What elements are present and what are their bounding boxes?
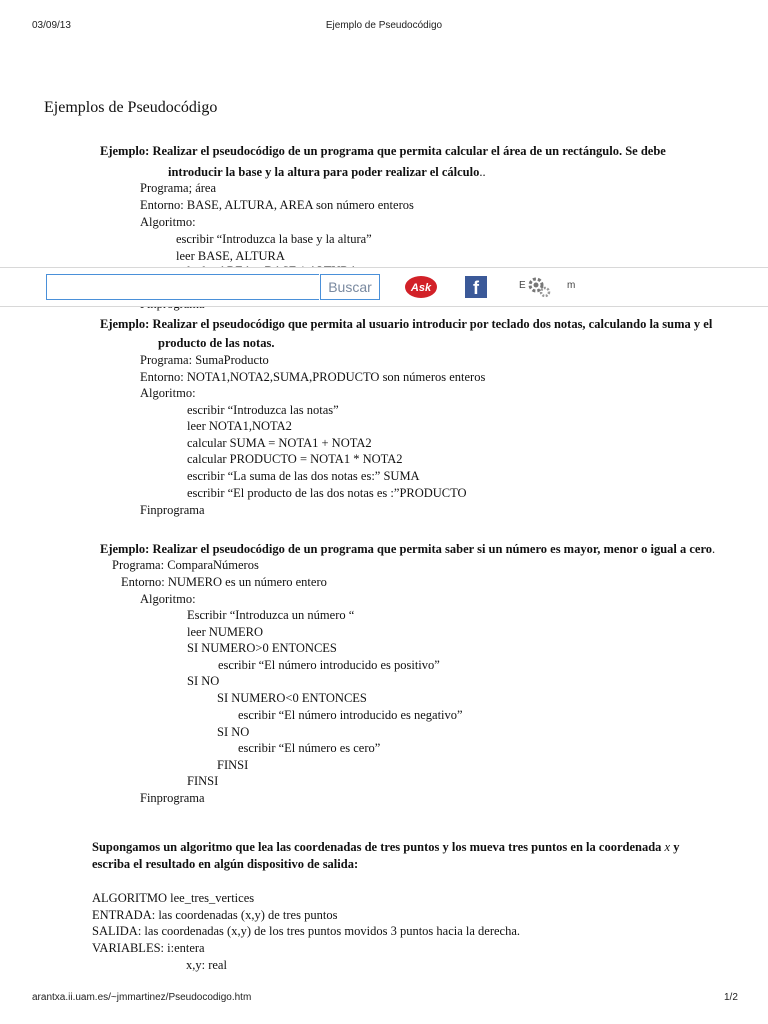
example-prefix: Ejemplo: bbox=[100, 317, 150, 331]
question-end: y bbox=[673, 840, 680, 854]
code-line: SI NO bbox=[187, 674, 220, 688]
code-line: SI NO bbox=[217, 725, 250, 739]
question-text: producto de las notas. bbox=[158, 336, 275, 350]
example-prefix: Ejemplo: bbox=[100, 144, 150, 158]
variables-spec: VARIABLES: i:entera bbox=[92, 941, 205, 955]
question-text: Realizar el pseudocódigo que permita al usuario introducir por teclado dos notas, calculando la suma y el bbox=[152, 317, 713, 331]
question-end: . bbox=[712, 542, 716, 556]
search-toolbar bbox=[0, 267, 768, 307]
program-name: Programa: ComparaNúmeros bbox=[112, 558, 259, 572]
search-button[interactable]: Buscar bbox=[320, 274, 380, 300]
code-line: leer NUMERO bbox=[187, 625, 264, 639]
question-text: Realizar el pseudocódigo de un programa que permita calcular el área de un rectángulo. Se debe bbox=[152, 144, 666, 158]
code-line: SI NUMERO<0 ENTONCES bbox=[217, 691, 367, 705]
example-3-question bbox=[100, 541, 715, 557]
environment: Entorno: NUMERO es un número entero bbox=[121, 575, 327, 589]
example-2-question bbox=[100, 316, 712, 332]
code-line: leer BASE, ALTURA bbox=[176, 249, 285, 263]
environment: Entorno: NOTA1,NOTA2,SUMA,PRODUCTO son números enteros bbox=[140, 370, 486, 384]
program-name: Programa; área bbox=[140, 181, 217, 195]
code-line: FINSI bbox=[187, 774, 219, 788]
example-prefix: Ejemplo: bbox=[100, 542, 150, 556]
search-input[interactable] bbox=[46, 274, 319, 300]
question-text: escriba el resultado en algún dispositivo de salida: bbox=[92, 857, 359, 871]
algorithm-label: Algoritmo: bbox=[140, 386, 196, 400]
algorithm-label: Algoritmo: bbox=[140, 215, 196, 229]
code-line: escribir “El número es cero” bbox=[238, 741, 381, 755]
gear-icon[interactable] bbox=[526, 275, 552, 299]
ask-label: Ask bbox=[410, 282, 432, 294]
print-date: 03/09/13 bbox=[32, 20, 71, 31]
code-line: calcular SUMA = NOTA1 + NOTA2 bbox=[187, 436, 372, 450]
question-text: Supongamos un algoritmo que lea las coordenadas de tres puntos y los mueva tres puntos en la coordenada bbox=[92, 840, 662, 854]
algorithm-name: ALGORITMO lee_tres_vertices bbox=[92, 891, 255, 905]
code-line: calcular PRODUCTO = NOTA1 * NOTA2 bbox=[187, 452, 403, 466]
code-line: escribir “Introduzca la base y la altura” bbox=[176, 232, 372, 246]
page-number: 1/2 bbox=[724, 992, 738, 1003]
print-title: Ejemplo de Pseudocódigo bbox=[325, 20, 443, 31]
code-line: escribir “La suma de las dos notas es:” SUMA bbox=[187, 469, 420, 483]
code-line: escribir “El número introducido es positivo” bbox=[218, 658, 440, 672]
settings-prefix: E bbox=[519, 280, 526, 291]
code-line: escribir “El producto de las dos notas es :”PRODUCTO bbox=[187, 486, 467, 500]
program-name: Programa: SumaProducto bbox=[140, 353, 269, 367]
question-text: introducir la base y la altura para poder realizar el cálculo bbox=[168, 165, 480, 179]
page-url: arantxa.ii.uam.es/~jmmartinez/Pseudocodigo.htm bbox=[32, 992, 252, 1003]
example-4-question bbox=[92, 839, 679, 855]
question-text: Realizar el pseudocódigo de un programa que permita saber si un número es mayor, menor o igual a cero bbox=[152, 542, 713, 556]
question-end: .. bbox=[479, 165, 486, 179]
more-label[interactable]: m bbox=[567, 280, 576, 291]
facebook-icon[interactable]: f bbox=[465, 276, 487, 298]
code-line: FINSI bbox=[217, 758, 249, 772]
environment: Entorno: BASE, ALTURA, AREA son número enteros bbox=[140, 198, 414, 212]
example-1-question bbox=[100, 143, 666, 159]
program-end: Finprograma bbox=[140, 791, 205, 805]
code-line: escribir “El número introducido es negativo” bbox=[238, 708, 463, 722]
page-title: Ejemplos de Pseudocódigo bbox=[44, 99, 218, 116]
code-line: escribir “Introduzca las notas” bbox=[187, 403, 339, 417]
code-line: Escribir “Introduzca un número “ bbox=[187, 608, 355, 622]
variables-spec-cont: x,y: real bbox=[186, 958, 227, 972]
program-end: Finprograma bbox=[140, 503, 205, 517]
code-line: SI NUMERO>0 ENTONCES bbox=[187, 641, 337, 655]
algorithm-label: Algoritmo: bbox=[140, 592, 196, 606]
variable-name: x bbox=[664, 840, 671, 854]
code-line: leer NOTA1,NOTA2 bbox=[187, 419, 292, 433]
output-spec: SALIDA: las coordenadas (x,y) de los tres puntos movidos 3 puntos hacia la derecha. bbox=[92, 924, 521, 938]
input-spec: ENTRADA: las coordenadas (x,y) de tres puntos bbox=[92, 908, 338, 922]
ask-icon[interactable] bbox=[404, 275, 438, 299]
example-1-question-cont bbox=[168, 164, 486, 180]
